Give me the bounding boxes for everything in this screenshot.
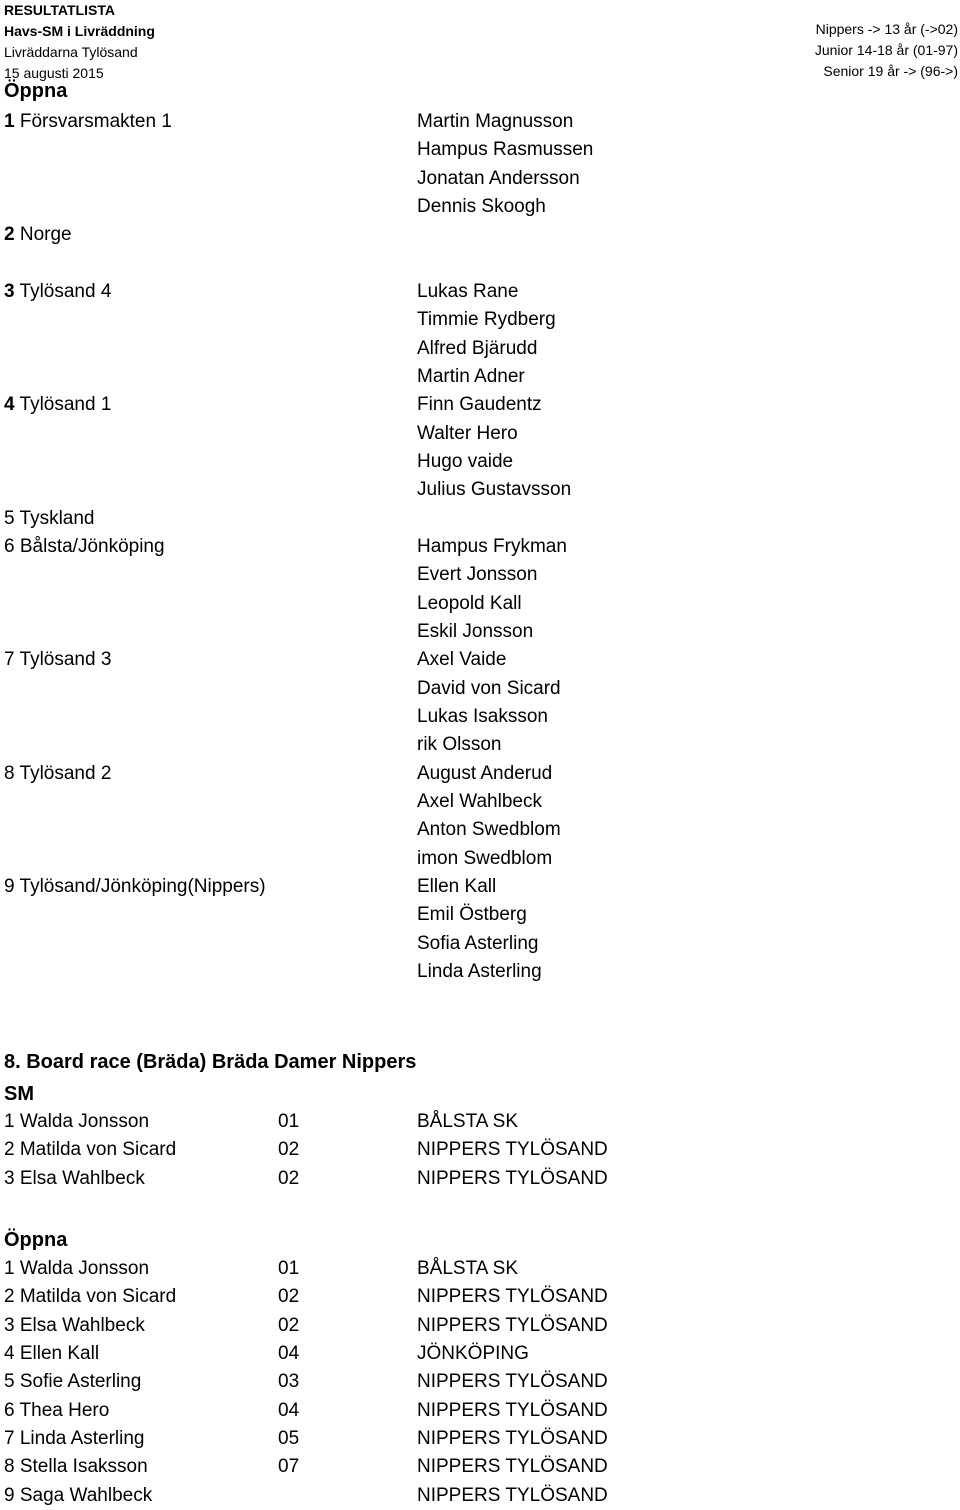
athlete-name: Matilda von Sicard: [19, 1286, 177, 1308]
team-name: Norge: [19, 224, 72, 246]
team-member: Martin Adner: [417, 365, 525, 387]
team-row: [4, 221, 704, 249]
athlete-cell: [4, 1453, 148, 1481]
athlete-name: Sofie Asterling: [19, 1371, 142, 1393]
event-date: 15 augusti 2015: [4, 65, 104, 81]
team-place: 9: [4, 875, 15, 897]
birth-year: 07: [278, 1456, 300, 1478]
athlete-place: 2: [4, 1139, 15, 1161]
sm-heading: SM: [4, 1083, 34, 1105]
category-junior: Junior 14-18 år (01-97): [814, 42, 958, 58]
athlete-name: Saga Wahlbeck: [19, 1484, 153, 1506]
document-title: RESULTATLISTA: [4, 2, 115, 18]
team-row: [4, 448, 704, 476]
result-row: [4, 1425, 704, 1453]
athlete-cell: [4, 1255, 149, 1283]
club-name: NIPPERS TYLÖSAND: [417, 1484, 608, 1506]
team-place: 8: [4, 762, 15, 784]
team-member: Julius Gustavsson: [417, 479, 572, 501]
team-row: [4, 901, 704, 929]
team-cell: [4, 646, 111, 674]
team-row: [4, 958, 704, 986]
team-place: 5: [4, 507, 15, 529]
team-row: [4, 278, 704, 306]
category-senior: Senior 19 år -> (96->): [823, 63, 958, 79]
team-member: rik Olsson: [417, 734, 502, 756]
athlete-cell: [4, 1136, 176, 1164]
team-cell: [4, 221, 72, 249]
result-row: [4, 1283, 704, 1311]
result-row: [4, 1255, 704, 1283]
athlete-place: 1: [4, 1258, 15, 1279]
team-row: [4, 873, 704, 901]
birth-year: 02: [278, 1286, 300, 1308]
team-row: [4, 108, 704, 136]
team-member: Hampus Rasmussen: [417, 139, 594, 161]
team-place: 3: [4, 280, 15, 302]
team-cell: [4, 391, 111, 419]
team-row: [4, 420, 704, 448]
club-name: JÖNKÖPING: [417, 1342, 529, 1364]
club-name: NIPPERS TYLÖSAND: [417, 1167, 608, 1189]
athlete-name: Linda Asterling: [19, 1427, 145, 1449]
category-nippers: Nippers -> 13 år (->02): [815, 21, 958, 37]
team-cell: [4, 108, 172, 136]
athlete-name: Elsa Wahlbeck: [19, 1314, 145, 1336]
team-member: August Anderud: [417, 762, 553, 784]
result-row: [4, 1453, 704, 1481]
team-member: Ellen Kall: [417, 875, 497, 897]
team-member: Linda Asterling: [417, 960, 542, 982]
club-name: NIPPERS TYLÖSAND: [417, 1139, 608, 1161]
team-row: [4, 306, 704, 334]
athlete-name: Stella Isaksson: [19, 1456, 148, 1478]
athlete-place: 8: [4, 1456, 15, 1478]
team-row: [4, 788, 704, 816]
team-member: Timmie Rydberg: [417, 309, 556, 331]
team-place: 2: [4, 224, 15, 246]
team-row: [4, 675, 704, 703]
team-row: [4, 136, 704, 164]
team-row: [4, 476, 704, 504]
document-header: [4, 0, 155, 84]
team-member: Axel Vaide: [417, 649, 507, 671]
team-name: Bålsta/Jönköping: [19, 535, 165, 557]
team-name: Tyskland: [19, 507, 95, 529]
birth-year: 01: [278, 1258, 300, 1279]
team-place: 7: [4, 649, 15, 671]
team-member: Axel Wahlbeck: [417, 790, 542, 812]
athlete-name: Walda Jonsson: [19, 1111, 150, 1132]
team-member: Emil Östberg: [417, 904, 527, 926]
sm-results-table: [4, 1108, 704, 1193]
athlete-cell: [4, 1425, 145, 1453]
team-member: Hugo vaide: [417, 450, 514, 472]
team-row: [4, 250, 704, 278]
athlete-name: Matilda von Sicard: [19, 1139, 177, 1161]
athlete-name: Thea Hero: [19, 1399, 110, 1421]
club-name: NIPPERS TYLÖSAND: [417, 1399, 608, 1421]
team-member: David von Sicard: [417, 677, 561, 699]
team-cell: [4, 760, 111, 788]
team-row: [4, 505, 704, 533]
team-row: [4, 646, 704, 674]
athlete-place: 5: [4, 1371, 15, 1393]
team-row: [4, 760, 704, 788]
team-member: Leopold Kall: [417, 592, 522, 614]
athlete-cell: [4, 1340, 99, 1368]
athlete-place: 7: [4, 1427, 15, 1449]
team-row: [4, 590, 704, 618]
athlete-cell: [4, 1482, 152, 1510]
team-row: [4, 391, 704, 419]
club-name: NIPPERS TYLÖSAND: [417, 1314, 608, 1336]
board-race-title: 8. Board race (Bräda) Bräda Damer Nippers: [4, 1051, 417, 1073]
age-categories: [815, 19, 958, 82]
birth-year: 04: [278, 1342, 300, 1364]
team-name: Tylösand 1: [19, 394, 112, 416]
team-row: [4, 618, 704, 646]
team-member: Martin Magnusson: [417, 111, 574, 132]
club-name: BÅLSTA SK: [417, 1111, 519, 1132]
club-name: NIPPERS TYLÖSAND: [417, 1427, 608, 1449]
team-member: Lukas Isaksson: [417, 705, 548, 727]
team-row: [4, 335, 704, 363]
birth-year: 01: [278, 1111, 300, 1132]
team-member: Finn Gaudentz: [417, 394, 542, 416]
team-row: [4, 703, 704, 731]
birth-year: 03: [278, 1371, 300, 1393]
athlete-name: Elsa Wahlbeck: [19, 1167, 145, 1189]
team-member: Lukas Rane: [417, 280, 519, 302]
team-cell: [4, 873, 266, 901]
team-results-table: [4, 108, 704, 986]
club-name: NIPPERS TYLÖSAND: [417, 1286, 608, 1308]
team-member: Walter Hero: [417, 422, 518, 444]
team-name: Tylösand/Jönköping(Nippers): [19, 875, 266, 897]
team-place: 4: [4, 394, 15, 416]
team-member: Hampus Frykman: [417, 535, 567, 557]
team-place: 6: [4, 535, 15, 557]
result-row: [4, 1136, 704, 1164]
team-row: [4, 363, 704, 391]
team-name: Tylösand 2: [19, 762, 112, 784]
athlete-name: Ellen Kall: [19, 1342, 100, 1364]
result-row: [4, 1165, 704, 1193]
result-row: [4, 1108, 704, 1136]
athlete-place: 6: [4, 1399, 15, 1421]
team-row: [4, 930, 704, 958]
team-member: Eskil Jonsson: [417, 620, 534, 642]
team-row: [4, 165, 704, 193]
team-member: Alfred Bjärudd: [417, 337, 538, 359]
athlete-cell: [4, 1312, 145, 1340]
result-row: [4, 1340, 704, 1368]
club-name: NIPPERS TYLÖSAND: [417, 1456, 608, 1478]
athlete-place: 3: [4, 1167, 15, 1189]
team-member: Evert Jonsson: [417, 564, 538, 586]
birth-year: 05: [278, 1427, 300, 1449]
team-member: Anton Swedblom: [417, 819, 561, 841]
organizer: Livräddarna Tylösand: [4, 44, 138, 60]
result-row: [4, 1482, 704, 1510]
result-row: [4, 1397, 704, 1425]
event-name: Havs-SM i Livräddning: [4, 23, 155, 39]
birth-year: 02: [278, 1139, 300, 1161]
board-race-open-heading: Öppna: [4, 1229, 68, 1251]
athlete-name: Walda Jonsson: [19, 1258, 150, 1279]
team-name: Försvarsmakten 1: [19, 111, 172, 132]
athlete-cell: [4, 1108, 149, 1136]
athlete-place: 1: [4, 1111, 15, 1132]
team-row: [4, 845, 704, 873]
athlete-cell: [4, 1368, 141, 1396]
team-row: [4, 561, 704, 589]
team-row: [4, 731, 704, 759]
athlete-place: 9: [4, 1484, 15, 1506]
result-row: [4, 1368, 704, 1396]
team-member: Sofia Asterling: [417, 932, 539, 954]
team-member: imon Swedblom: [417, 847, 553, 869]
athlete-cell: [4, 1397, 109, 1425]
birth-year: 02: [278, 1314, 300, 1336]
birth-year: 04: [278, 1399, 300, 1421]
athlete-cell: [4, 1283, 176, 1311]
result-row: [4, 1312, 704, 1340]
athlete-place: 4: [4, 1342, 15, 1364]
team-name: Tylösand 4: [19, 280, 112, 302]
team-member: Jonatan Andersson: [417, 167, 580, 189]
team-member: Dennis Skoogh: [417, 195, 546, 217]
team-name: Tylösand 3: [19, 649, 112, 671]
birth-year: 02: [278, 1167, 300, 1189]
team-row: [4, 193, 704, 221]
team-row: [4, 533, 704, 561]
team-cell: [4, 505, 95, 533]
club-name: BÅLSTA SK: [417, 1258, 519, 1279]
athlete-cell: [4, 1165, 145, 1193]
team-cell: [4, 278, 111, 306]
club-name: NIPPERS TYLÖSAND: [417, 1371, 608, 1393]
open-results-table: [4, 1255, 704, 1510]
team-cell: [4, 533, 165, 561]
open-class-heading: Öppna: [4, 80, 68, 102]
athlete-place: 3: [4, 1314, 15, 1336]
team-place: 1: [4, 111, 15, 132]
athlete-place: 2: [4, 1286, 15, 1308]
team-row: [4, 816, 704, 844]
